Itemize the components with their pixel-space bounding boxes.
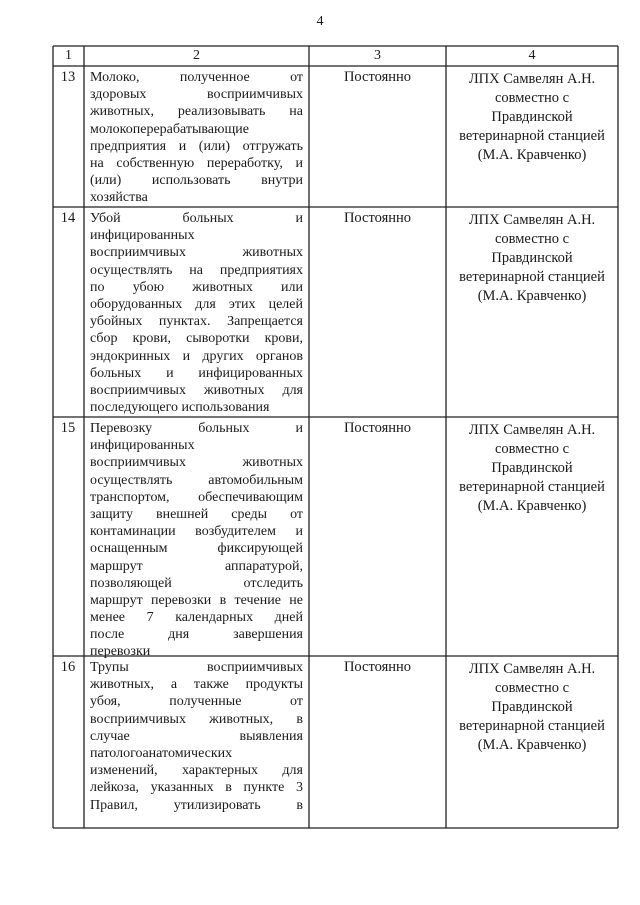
description-line: животных, а также продукты (90, 677, 303, 693)
responsible-line: ЛПХ Самвелян А.Н. (468, 71, 596, 87)
description-line: эндокринных и других органов (90, 348, 303, 364)
responsible-line: (М.А. Кравченко) (477, 498, 587, 514)
description-line: защиту внешней среды от (90, 506, 303, 522)
responsible-line: ЛПХ Самвелян А.Н. (468, 422, 596, 438)
responsible-line: ветеринарной станцией (459, 718, 605, 734)
description-line: по убою животных или (90, 279, 303, 295)
row-number: 15 (60, 420, 76, 436)
description-line: Трупы восприимчивых (90, 660, 303, 675)
responsible-line: ветеринарной станцией (459, 269, 605, 285)
description-line: восприимчивых животных для (90, 382, 303, 398)
header-col-1: 1 (65, 48, 72, 63)
description-line: после дня завершения (90, 627, 303, 643)
description-line: предприятия и (или) отгружать (90, 138, 303, 154)
header-col-3: 3 (374, 48, 381, 63)
description-line: последующего использования (90, 400, 270, 416)
row-period: Постоянно (343, 210, 412, 226)
responsible-line: Правдинской (491, 109, 573, 125)
responsible-line: ЛПХ Самвелян А.Н. (468, 661, 596, 677)
responsible-line: ветеринарной станцией (459, 479, 605, 495)
row-description (90, 659, 303, 814)
responsible-line: ЛПХ Самвелян А.Н. (468, 212, 596, 228)
description-line: изменений, характерных для (90, 763, 303, 779)
responsible-line: совместно с (494, 231, 570, 247)
row-responsible (447, 70, 617, 165)
row-responsible (447, 211, 617, 306)
responsible-line: (М.А. Кравченко) (477, 737, 587, 753)
responsible-line: (М.А. Кравченко) (477, 147, 587, 163)
row-responsible (447, 660, 617, 755)
description-line: Перевозку больных и (90, 421, 303, 436)
row-description (90, 420, 303, 661)
description-line: Молоко, полученное от (90, 70, 303, 85)
responsible-line: (М.А. Кравченко) (477, 288, 587, 304)
description-line: инфицированных (90, 228, 195, 244)
description-line: инфицированных (90, 438, 195, 454)
responsible-line: Правдинской (491, 250, 573, 266)
description-line: Правил, утилизировать в (90, 797, 303, 813)
responsible-line: ветеринарной станцией (459, 128, 605, 144)
header-col-4: 4 (528, 48, 536, 63)
description-line: маршрут перевозки в течение не (90, 592, 303, 608)
description-line: позволяющей отследить (90, 575, 303, 591)
row-responsible (447, 421, 617, 516)
description-line: восприимчивых животных (90, 455, 303, 471)
header-col-2: 2 (193, 48, 200, 63)
description-line: убойных пунктах. Запрещается (90, 314, 303, 330)
description-line: на собственную переработку, и (90, 155, 303, 171)
description-line: случае выявления (90, 728, 303, 744)
description-line: оборудованных для этих целей (90, 296, 303, 312)
description-line: контаминации возбудителем и (90, 524, 303, 540)
responsible-line: совместно с (494, 441, 570, 457)
description-line: оснащенным фиксирующей (90, 541, 303, 557)
responsible-line: Правдинской (491, 699, 573, 715)
description-line: молокоперерабатывающие (90, 121, 249, 137)
row-period: Постоянно (343, 659, 412, 675)
row-period: Постоянно (343, 420, 412, 436)
description-line: больных и инфицированных (90, 365, 303, 381)
description-line: животных, реализовывать на (90, 104, 303, 120)
responsible-line: совместно с (494, 680, 570, 696)
row-number: 16 (60, 659, 76, 675)
description-line: восприимчивых животных, в (90, 711, 303, 727)
description-line: (или) использовать внутри (90, 173, 303, 189)
description-line: лейкоза, указанных в пункте 3 (90, 780, 303, 796)
description-line: патологоанатомических (90, 745, 233, 761)
page-number: 4 (316, 14, 324, 29)
description-line: осуществлять на предприятиях (90, 262, 303, 278)
row-description (90, 210, 303, 416)
row-number: 13 (60, 69, 76, 85)
description-line: здоровых восприимчивых (90, 87, 303, 103)
row-period: Постоянно (343, 69, 412, 85)
responsible-line: Правдинской (491, 460, 573, 476)
row-number: 14 (60, 210, 76, 226)
description-line: перевозки (90, 644, 151, 660)
description-line: осуществлять автомобильным (90, 472, 303, 488)
description-line: маршрут аппаратурой, (90, 558, 303, 574)
description-line: хозяйства (90, 190, 148, 206)
description-line: менее 7 календарных дней (90, 610, 303, 626)
description-line: транспортом, обеспечивающим (90, 489, 303, 505)
description-line: убоя, полученные от (90, 694, 303, 710)
responsible-line: совместно с (494, 90, 570, 106)
row-description (90, 69, 303, 207)
description-line: Убой больных и (90, 211, 303, 226)
description-line: сбор крови, сыворотки крови, (90, 331, 303, 347)
description-line: восприимчивых животных (90, 245, 303, 261)
